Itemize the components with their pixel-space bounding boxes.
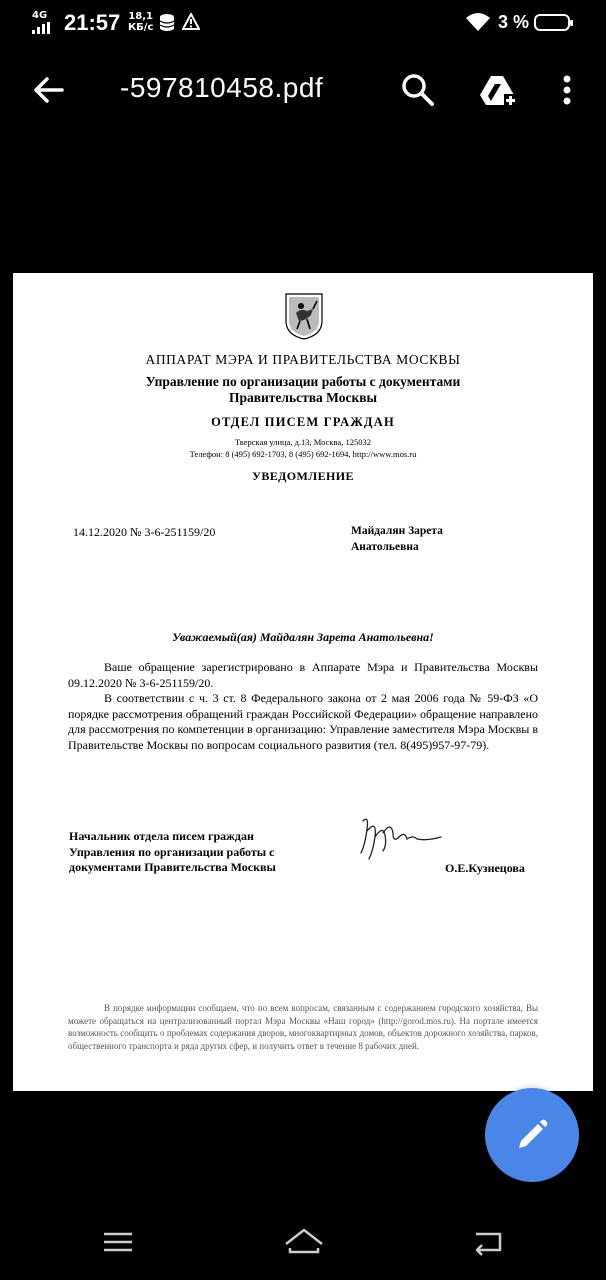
paragraph-forwarding: В соответствии с ч. 3 ст. 8 Федерального закона от 2 мая 2006 года № 59-ФЗ «О порядке рассмотрения обращений граждан Российской Федерации» обращение направлено для рассмотрения по компетенции в организацию: Управление заместителя Мэра Москвы в Правительстве Москвы по вопросам социального развития (тел. 8(495)957-97-79).	[68, 691, 538, 752]
department-name: ОТДЕЛ ПИСЕМ ГРАЖДАН	[211, 415, 395, 429]
edit-fab-button[interactable]	[485, 1088, 579, 1182]
menu-icon[interactable]	[96, 1222, 140, 1262]
network-type: 4G	[32, 10, 48, 21]
signer-title-line2: Управления по организации работы с	[69, 844, 275, 859]
more-vert-icon[interactable]	[552, 70, 582, 110]
paragraph-registration: Ваше обращение зарегистрировано в Аппарате Мэра и Правительства Москвы 09.12.2020 № 3-6-251159/20.	[68, 660, 538, 690]
signal-icon	[32, 22, 50, 34]
phone-line: Телефон: 8 (495) 692-1703, 8 (495) 692-1694, http://www.mos.ru	[189, 449, 417, 459]
system-nav-bar	[0, 1200, 606, 1280]
home-icon[interactable]	[282, 1222, 326, 1262]
arrow-back-icon[interactable]	[28, 70, 68, 110]
drive-add-icon[interactable]	[478, 70, 518, 110]
signer-title	[69, 829, 276, 876]
search-icon[interactable]	[398, 70, 438, 110]
network-speed	[128, 11, 153, 33]
battery-percent: 3 %	[498, 12, 530, 32]
address-line: Тверская улица, д.13, Москва, 125032	[235, 437, 371, 447]
address-block	[13, 436, 593, 460]
nav-back-icon[interactable]	[466, 1222, 510, 1262]
footnote	[68, 1002, 538, 1052]
document-type: УВЕДОМЛЕНИЕ	[252, 469, 354, 483]
org-name: АППАРАТ МЭРА И ПРАВИТЕЛЬСТВА МОСКВЫ	[145, 352, 461, 367]
org-subdivision-line1: Управление по организации работы с документами	[145, 374, 461, 389]
warning-icon	[182, 13, 200, 31]
pdf-page[interactable]	[13, 273, 593, 1091]
signer-title-line1: Начальник отдела писем граждан	[69, 829, 254, 843]
handwritten-signature	[357, 811, 447, 863]
signer-name: О.Е.Кузнецова	[445, 861, 525, 875]
battery-icon	[534, 14, 570, 31]
recipient-line1: Майдалян Зарета	[351, 525, 443, 537]
wifi-icon	[466, 12, 490, 32]
database-icon	[158, 13, 176, 33]
letter-body	[68, 660, 538, 753]
org-subdivision-line2: Правительства Москвы	[228, 390, 378, 405]
footnote-text: В порядке информации сообщаем, что по всем вопросам, связанным с содержанием городского хозяйства, Вы можете обращаться на централизованный портал Мэра Москвы «Наш город» (http://gorod.mos.ru). На портале имеется возможность сообщить о проблемах содержания дворов, многоквартирных домов, объектов дорожного хозяйства, парков, общественного транспорта и ряда других сфер, и получить ответ в течение 8 рабочих дней.	[68, 1003, 538, 1051]
recipient	[351, 523, 443, 555]
status-bar	[0, 0, 606, 48]
greeting: Уважаемый(ая) Майдалян Зарета Анатольевна!	[172, 630, 434, 644]
date-number: 14.12.2020 № 3-6-251159/20	[73, 525, 216, 539]
pencil-edit-icon	[514, 1117, 550, 1153]
speed-value: 18,1	[128, 11, 154, 22]
org-subdivision	[13, 374, 593, 406]
document-title: -597810458.pdf	[120, 72, 324, 103]
clock: 21:57	[64, 10, 121, 35]
moscow-coat-of-arms-icon	[283, 291, 325, 341]
signer-title-line3: документами Правительства Москвы	[69, 860, 276, 874]
app-bar	[0, 48, 606, 134]
speed-unit: КБ/с	[128, 22, 154, 33]
recipient-line2: Анатольевна	[351, 541, 419, 553]
